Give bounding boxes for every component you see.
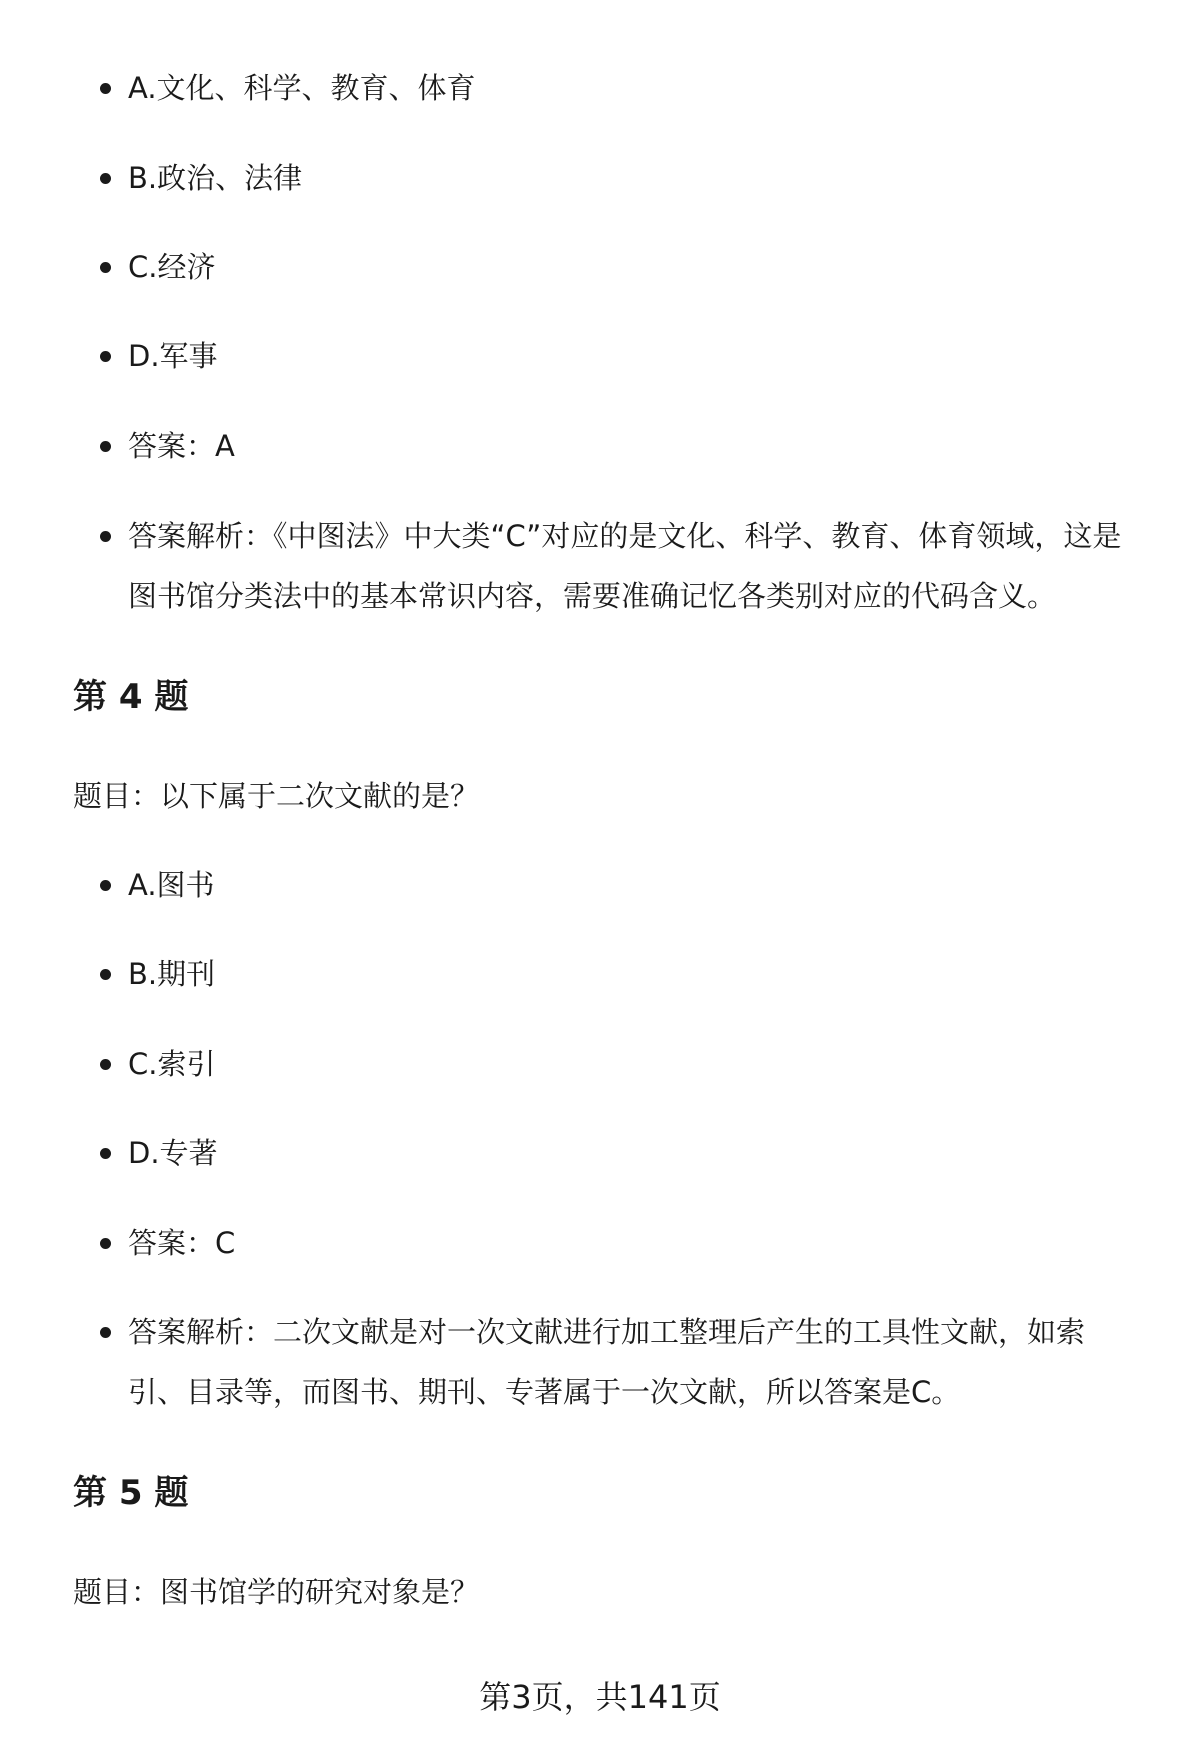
q4-explanation: 答案解析：二次文献是对一次文献进行加工整理后产生的工具性文献，如索引、目录等，而图书、期刊、专著属于一次文献，所以答案是C。 <box>128 1302 1138 1422</box>
page-footer: 第3页，共141页 <box>479 1678 721 1716</box>
q3-option-d: D.军事 <box>128 326 1138 386</box>
q4-heading: 第 4 题 <box>73 677 189 717</box>
q4-option-b: B.期刊 <box>128 944 1138 1004</box>
q4-option-d: D.专著 <box>128 1123 1138 1183</box>
q3-option-c: C.经济 <box>128 237 1138 297</box>
q3-option-a: A.文化、科学、教育、体育 <box>128 58 1138 118</box>
q5-question: 题目：图书馆学的研究对象是？ <box>73 1575 480 1609</box>
q4-answer: 答案：C <box>128 1213 1138 1273</box>
q5-heading: 第 5 题 <box>73 1473 189 1513</box>
q4-option-c: C.索引 <box>128 1034 1138 1094</box>
q3-explanation: 答案解析：《中图法》中大类“C”对应的是文化、科学、教育、体育领域，这是图书馆分类法中的基本常识内容，需要准确记忆各类别对应的代码含义。 <box>128 506 1138 626</box>
q4-option-a: A.图书 <box>128 855 1138 915</box>
q3-option-b: B.政治、法律 <box>128 148 1138 208</box>
q3-answer: 答案：A <box>128 416 1138 476</box>
q4-question: 题目：以下属于二次文献的是？ <box>73 779 480 813</box>
